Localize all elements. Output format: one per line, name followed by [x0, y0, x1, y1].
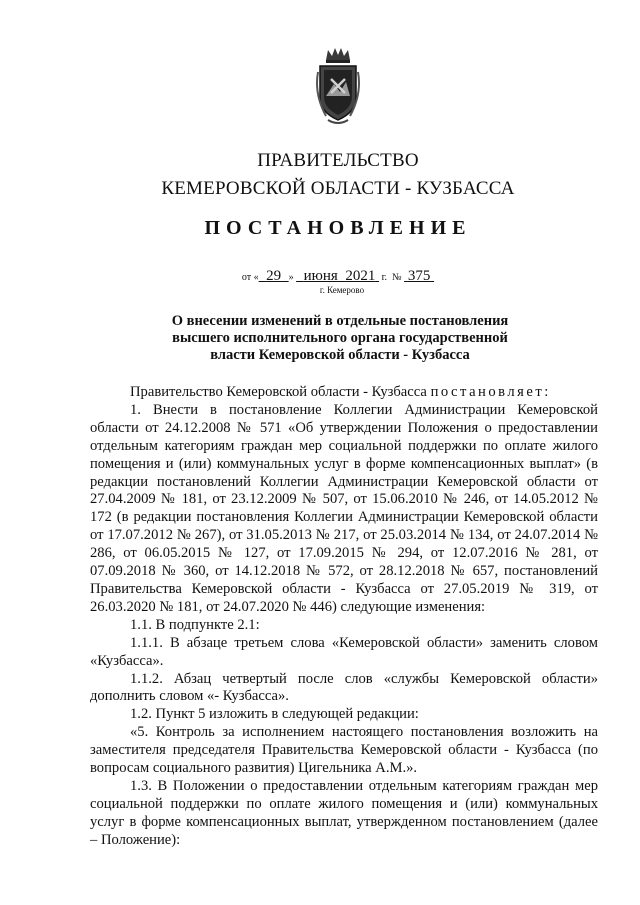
city-label: г. Кемерово — [319, 285, 365, 295]
paragraph-1-3: 1.3. В Положении о предоставлении отдельным категориям граждан мер социальной поддержки по оплате жилого помещения и (или) коммунальных услуг в форме компенсационных выплат, утвержденном постановлением (далее – Положение): — [90, 777, 598, 848]
number-label: № — [392, 272, 402, 283]
coat-of-arms-emblem — [314, 46, 362, 126]
subject-line: власти Кемеровской области - Кузбасса — [210, 347, 470, 363]
document-number: 375 — [407, 268, 431, 284]
date-quote-close: » — [288, 272, 294, 283]
government-title-line2: КЕМЕРОВСКОЙ ОБЛАСТИ - КУЗБАССА — [161, 178, 515, 199]
document-subject — [150, 313, 530, 364]
date-year-suffix: г. — [381, 272, 388, 283]
document-body — [90, 384, 598, 850]
document-type-title: ПОСТАНОВЛЕНИЕ — [204, 217, 472, 239]
paragraph-1: 1. Внести в постановление Коллегии Администрации Кемеровской области от 24.12.2008 № 571 «Об утверждении Положения о предоставлении отдельным категориям граждан мер социальной поддержки по оплате жилого помещения и (или) коммунальных услуг в форме компенсационных выплат» (в редакции постановлений Коллегии Администрации Кемеровской области от 27.04.2009 № 181, от 23.12.2009 № 507, от 15.06.2010 № 246, от 14.05.2012 № 172 (в редакции постановления Коллегии Администрации Кемеровской области от 17.07.2012 № 267), от 31.05.2013 № 217, от 25.03.2014 № 134, от 24.07.2014 № 286, от 06.05.2015 № 127, от 17.09.2015 № 294, от 12.07.2016 № 281, от 07.09.2018 № 360, от 14.12.2018 № 572, от 28.12.2018 № 657, постановлений Правительства Кемеровской области - Кузбасса от 27.05.2019 № 319, от 26.03.2020 № 181, от 24.07.2020 № 446) следующие изменения: — [90, 401, 598, 615]
subject-line: высшего исполнительного органа государственной — [172, 330, 508, 346]
paragraph-1-1-2: 1.1.2. Абзац четвертый после слов «службы Кемеровской области» дополнить словом «- Кузбасса». — [90, 670, 598, 705]
paragraph-1-2: 1.2. Пункт 5 изложить в следующей редакции: — [130, 706, 419, 723]
intro-paragraph: Правительство Кемеровской области - Кузбасса постановляет: — [130, 384, 551, 400]
date-month-year: июня 2021 — [303, 268, 376, 284]
paragraph-1-2-quote: «5. Контроль за исполнением настоящего постановления возложить на заместителя председателя Правительства Кемеровской области - Кузбасса (по вопросам социального развития) Цигельника А.М.». — [90, 724, 598, 777]
paragraph-1-1: 1.1. В подпункте 2.1: — [130, 616, 260, 633]
subject-line: О внесении изменений в отдельные постановления — [171, 313, 509, 329]
date-number-line — [0, 268, 640, 285]
date-from-label: от « — [241, 272, 259, 283]
paragraph-1-1-1: 1.1.1. В абзаце третьем слова «Кемеровской области» заменить словом «Кузбасса». — [90, 634, 598, 669]
government-title-line1: ПРАВИТЕЛЬСТВО — [257, 150, 419, 171]
date-day: 29 — [266, 268, 282, 284]
